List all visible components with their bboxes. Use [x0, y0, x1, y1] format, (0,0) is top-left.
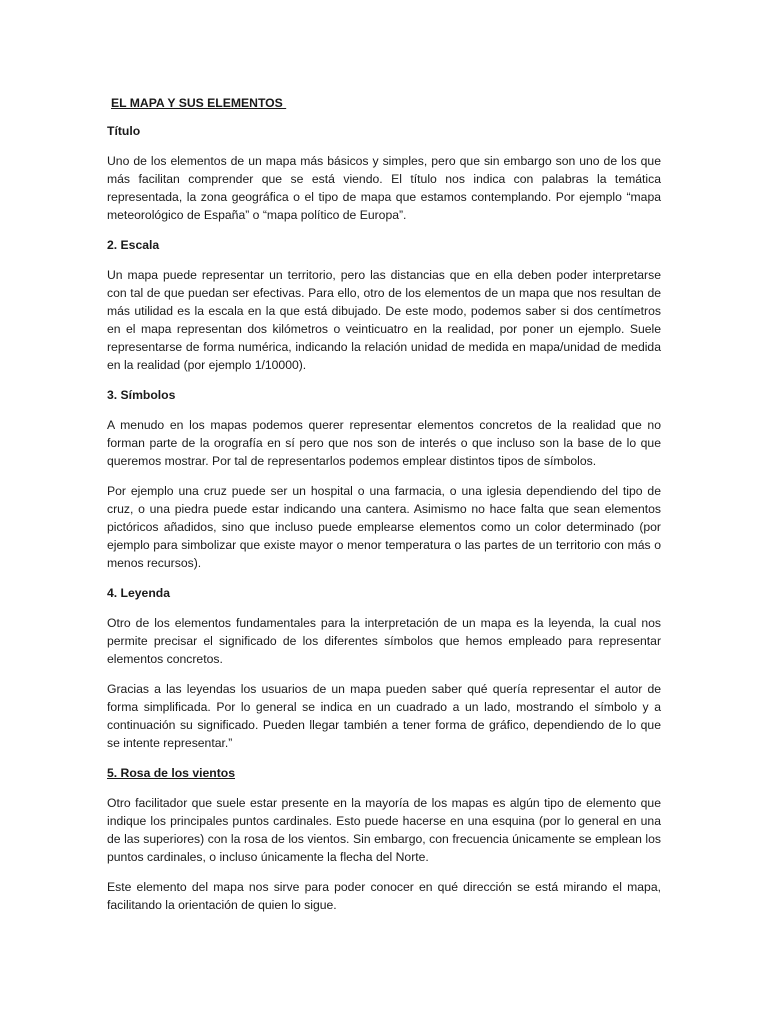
document-title: EL MAPA Y SUS ELEMENTOS — [111, 96, 287, 110]
section-heading: 2. Escala — [107, 238, 160, 252]
paragraph: Un mapa puede representar un territorio, pero las distancias que en ella deben poder interpretarse con tal de que puedan ser efectivas. Para ello, otro de los elementos de un mapa que nos resultan de más utilidad es la escala en la que está dibujado. De este modo, podemos saber si dos centímetros en el mapa representan dos kilómetros o veinticuatro en la realidad, por poner un ejemplo. Suele representarse de forma numérica, indicando la relación unidad de medida en mapa/unidad de medida en la realidad (por ejemplo 1/10000). — [107, 268, 661, 372]
paragraph: Este elemento del mapa nos sirve para poder conocer en qué dirección se está mirando el mapa, facilitando la orientación de quien lo sigue. — [107, 880, 661, 912]
paragraph: Por ejemplo una cruz puede ser un hospital o una farmacia, o una iglesia dependiendo del tipo de cruz, o una piedra puede estar indicando una cantera. Asimismo no hace falta que sean elementos pictóricos añadidos, sino que incluso puede emplearse elementos como un color determinado (por ejemplo para simbolizar que existe mayor o menor temperatura o las partes de un territorio con más o menos recursos). — [107, 484, 661, 570]
section-heading: 5. Rosa de los vientos — [107, 766, 236, 780]
section-escala — [107, 236, 661, 374]
paragraph: Gracias a las leyendas los usuarios de un mapa pueden saber qué quería representar el autor de forma simplificada. Por lo general se indica en un cuadrado a un lado, mostrando el símbolo y a continuación su significado. Pueden llegar también a tener forma de gráfico, dependiendo de lo que se intente representar.” — [107, 682, 661, 750]
section-heading: 3. Símbolos — [107, 388, 176, 402]
section-titulo — [107, 122, 661, 224]
section-rosa-de-los-vientos — [107, 764, 661, 914]
paragraph: Otro de los elementos fundamentales para la interpretación de un mapa es la leyenda, la cual nos permite precisar el significado de los diferentes símbolos que hemos empleado para representar elementos concretos. — [107, 616, 661, 666]
section-heading: 4. Leyenda — [107, 586, 170, 600]
section-simbolos — [107, 386, 661, 572]
paragraph: Otro facilitador que suele estar presente en la mayoría de los mapas es algún tipo de elemento que indique los principales puntos cardinales. Esto puede hacerse en una esquina (por lo general en una de las superiores) con la rosa de los vientos. Sin embargo, con frecuencia únicamente se emplean los puntos cardinales, o incluso únicamente la flecha del Norte. — [107, 796, 661, 864]
paragraph: Uno de los elementos de un mapa más básicos y simples, pero que sin embargo son uno de los que más facilitan comprender que se está viendo. El título nos indica con palabras la temática representada, la zona geográfica o el tipo de mapa que estamos contemplando. Por ejemplo “mapa meteorológico de España” o “mapa político de Europa”. — [107, 154, 661, 222]
document-page — [107, 94, 661, 926]
section-leyenda — [107, 584, 661, 752]
paragraph: A menudo en los mapas podemos querer representar elementos concretos de la realidad que no forman parte de la orografía en sí pero que nos son de interés o que incluso son la base de lo que queremos mostrar. Por tal de representarlos podemos emplear distintos tipos de símbolos. — [107, 418, 661, 468]
section-heading: Título — [107, 124, 141, 138]
